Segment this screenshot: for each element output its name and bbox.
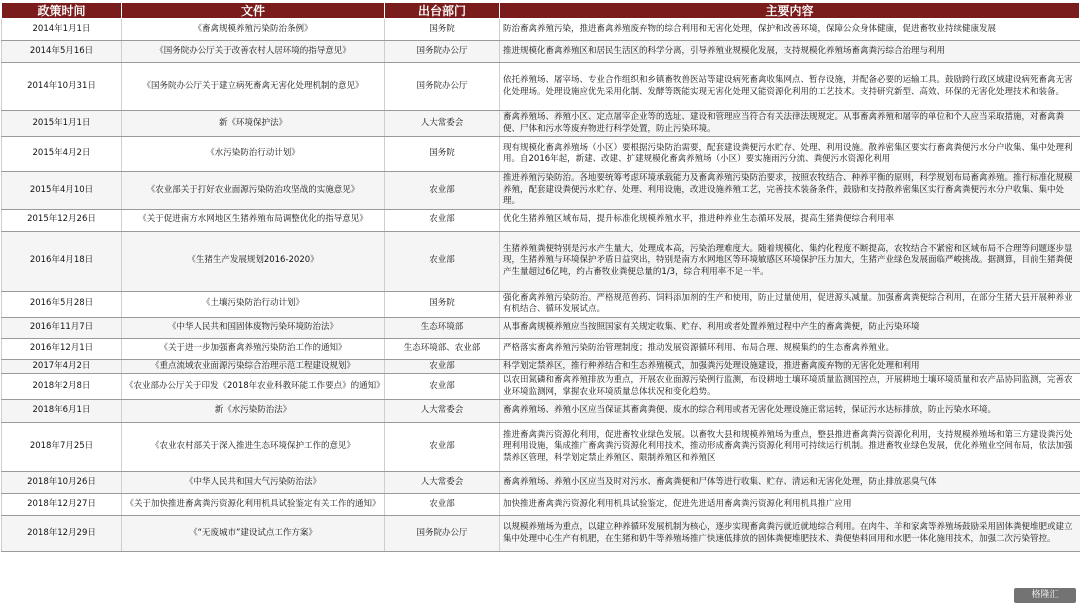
row-file: 《关于促进南方水网地区生猪养殖布局调整优化的指导意见》: [122, 209, 385, 231]
row-date: 2018年12月29日: [2, 516, 122, 552]
row-content: 畜禽养殖场、养殖小区应当及时对污水、畜禽粪便和尸体等进行收集、贮存、清运和无害化处理，防止排放恶臭气体: [500, 472, 1080, 494]
watermark-logo: 格隆汇: [1014, 588, 1076, 603]
row-content: 加快推进畜禽粪污资源化利用机具试验鉴定，促进先进适用畜禽粪污资源化利用机具推广应用: [500, 494, 1080, 516]
row-date: 2018年12月27日: [2, 494, 122, 516]
row-file: 新《水污染防治法》: [122, 400, 385, 423]
row-file: 《农业部关于打好农业面源污染防治攻坚战的实施意见》: [122, 172, 385, 210]
row-dept: 农业部: [385, 494, 500, 516]
header-dept: 出台部门: [385, 3, 500, 19]
table-row: [2, 291, 1080, 317]
row-date: 2018年10月26日: [2, 472, 122, 494]
table-row: [2, 63, 1080, 111]
row-dept: 国务院: [385, 19, 500, 41]
table-row: [2, 111, 1080, 137]
row-dept: 人大常委会: [385, 111, 500, 137]
row-content: 畜禽养殖场、养殖小区应当保证其畜禽粪便、废水的综合利用或者无害化处理设施正常运转，保证污水达标排放，防止污染水环境。: [500, 400, 1080, 423]
row-dept: 国务院办公厅: [385, 41, 500, 63]
row-dept: 农业部: [385, 374, 500, 400]
table-row: [2, 137, 1080, 172]
row-dept: 生态环境部: [385, 317, 500, 338]
row-date: 2016年4月18日: [2, 231, 122, 291]
table-row: [2, 317, 1080, 338]
row-dept: 国务院: [385, 137, 500, 172]
header-date: 政策时间: [2, 3, 122, 19]
table-row: [2, 231, 1080, 291]
row-file: 《关于加快推进畜禽粪污资源化利用机具试验鉴定有关工作的通知》: [122, 494, 385, 516]
table-row: [2, 494, 1080, 516]
row-file: 《国务院办公厅关于改善农村人居环境的指导意见》: [122, 41, 385, 63]
row-date: 2018年7月25日: [2, 423, 122, 472]
row-content: 推进规模化畜禽养殖区和居民生活区的科学分离，引导养殖业规模化发展，支持规模化养殖场畜禽粪污综合治理与利用: [500, 41, 1080, 63]
row-dept: 农业部: [385, 359, 500, 374]
row-dept: 人大常委会: [385, 472, 500, 494]
header-content: 主要内容: [500, 3, 1080, 19]
row-date: 2014年10月31日: [2, 63, 122, 111]
row-dept: 农业部: [385, 423, 500, 472]
row-content: 推进畜禽粪污资源化利用，促进畜牧业绿色发展。以畜牧大县和规模养殖场为重点，整县推进畜禽粪污资源化利用，支持规模养殖场和第三方建设粪污处理利用设施，集成推广畜禽粪污资源化利用技术，推动形成畜禽粪污资源化利用可持续运行机制。推进畜牧业绿色发展，优化养殖业空间布局，依法加强禁养区管理，科学划定禁止养殖区、限制养殖区和养殖区: [500, 423, 1080, 472]
row-file: 《生猪生产发展规划2016-2020》: [122, 231, 385, 291]
row-content: 从事畜禽规模养殖应当按照国家有关规定收集、贮存、利用或者处置养殖过程中产生的畜禽粪便，防止污染环境: [500, 317, 1080, 338]
table-row: [2, 374, 1080, 400]
row-content: 以规模养殖场为重点，以建立种养循环发展机制为核心，逐步实现畜禽粪污就近就地综合利用。在肉牛、羊和家禽等养殖场鼓励采用固体粪便堆肥或建立集中处理中心生产有机肥，在生猪和奶牛等养殖场推广快速低排放的固体粪便堆肥技术、粪便垫料回用和水肥一体化施用技术，加强二次污染管控。: [500, 516, 1080, 552]
row-dept: 农业部: [385, 231, 500, 291]
table-row: [2, 338, 1080, 359]
row-content: 依托养殖场、屠宰场、专业合作组织和乡镇畜牧兽医站等建设病死畜禽收集网点、暂存设施，并配备必要的运输工具。鼓励跨行政区域建设病死畜禽无害化处理场。处理设施应优先采用化制、发酵等既能实现无害化处理又能资源化利用的工艺技术。支持研究新型、高效、环保的无害化处理技术和装备。: [500, 63, 1080, 111]
table-row: [2, 209, 1080, 231]
row-dept: 国务院办公厅: [385, 63, 500, 111]
row-date: 2015年4月10日: [2, 172, 122, 210]
row-content: 科学划定禁养区，推行种养结合和生态养殖模式，加强粪污处理设施建设，推进畜禽废弃物的无害化处理和利用: [500, 359, 1080, 374]
row-content: 优化生猪养殖区域布局，提升标准化规模养殖水平，推进种养业生态循环发展，提高生猪粪便综合利用率: [500, 209, 1080, 231]
row-file: 《中华人民共和国大气污染防治法》: [122, 472, 385, 494]
row-file: 《农业农村部关于深入推进生态环境保护工作的意见》: [122, 423, 385, 472]
row-content: 生猪养殖粪便特别是污水产生量大，处理成本高，污染治理难度大。随着规模化、集约化程度不断提高，农牧结合不紧密和区域布局不合理等问题逐步显现，生猪养殖与环境保护矛盾日益突出，特别是南方水网地区等环境敏感区环境保护压力加大，生猪产业绿色发展面临严峻挑战。据测算，目前生猪粪便产生量超过6亿吨，约占畜牧业粪便总量的1/3，综合利用率不足一半。: [500, 231, 1080, 291]
row-content: 现有规模化畜禽养殖场（小区）要根据污染防治需要，配套建设粪便污水贮存、处理、利用设施。散养密集区要实行畜禽粪便污水分户收集、集中处理利用。自2016年起，新建、改建、扩建规模化畜禽养殖场（小区）要实施雨污分流、粪便污水资源化利用: [500, 137, 1080, 172]
row-content: 防治畜禽养殖污染，推进畜禽养殖废弃物的综合利用和无害化处理，保护和改善环境，保障公众身体健康，促进畜牧业持续健康发展: [500, 19, 1080, 41]
table-row: [2, 516, 1080, 552]
row-date: 2015年12月26日: [2, 209, 122, 231]
row-dept: 生态环境部、农业部: [385, 338, 500, 359]
row-content: 畜禽养殖场、养殖小区、定点屠宰企业等的选址、建设和管理应当符合有关法律法规规定。从事畜禽养殖和屠宰的单位和个人应当采取措施，对畜禽粪便、尸体和污水等废弃物进行科学处置，防止污染环境。: [500, 111, 1080, 137]
table-row: [2, 359, 1080, 374]
row-file: 新《环境保护法》: [122, 111, 385, 137]
row-content: 严格落实畜禽养殖污染防治管理制度；推动发展资源循环利用、布局合理、规模集约的生态畜禽养殖业。: [500, 338, 1080, 359]
row-file: 《“无废城市”建设试点工作方案》: [122, 516, 385, 552]
row-date: 2014年1月1日: [2, 19, 122, 41]
row-date: 2016年11月7日: [2, 317, 122, 338]
row-dept: 国务院办公厅: [385, 516, 500, 552]
table-row: [2, 400, 1080, 423]
row-dept: 农业部: [385, 172, 500, 210]
row-dept: 农业部: [385, 209, 500, 231]
row-file: 《关于进一步加强畜禽养殖污染防治工作的通知》: [122, 338, 385, 359]
table-row: [2, 41, 1080, 63]
row-file: 《中华人民共和国固体废物污染环境防治法》: [122, 317, 385, 338]
row-content: 强化畜禽养殖污染防治。严格规范兽药、饲料添加剂的生产和使用，防止过量使用，促进源头减量。加强畜禽粪便综合利用，在部分生猪大县开展种养业有机结合、循环发展试点。: [500, 291, 1080, 317]
row-file: 《畜禽规模养殖污染防治条例》: [122, 19, 385, 41]
row-date: 2018年6月1日: [2, 400, 122, 423]
table-row: [2, 472, 1080, 494]
table-row: [2, 19, 1080, 41]
row-date: 2017年4月2日: [2, 359, 122, 374]
row-date: 2015年1月1日: [2, 111, 122, 137]
header-file: 文件: [122, 3, 385, 19]
row-date: 2015年4月2日: [2, 137, 122, 172]
row-date: 2016年5月28日: [2, 291, 122, 317]
row-content: 推进养殖污染防治。各地要统筹考虑环境承载能力及畜禽养殖污染防治要求，按照农牧结合、种养平衡的原则，科学规划布局畜禽养殖。推行标准化规模养殖，配套建设粪便污水贮存、处理、利用设施，改进设施养殖工艺，完善技术装备条件，鼓励和支持散养密集区实行畜禽粪便污水分户收集、集中处理。: [500, 172, 1080, 210]
row-date: 2016年12月1日: [2, 338, 122, 359]
row-content: 以农田氮磷和畜禽养殖排放为重点，开展农业面源污染例行监测，布设耕地土壤环境质量监测国控点，开展耕地土壤环境质量和农产品协同监测，完善农业环境监测网，掌握农业环境质量总体状况和变化趋势。: [500, 374, 1080, 400]
table-header-row: [2, 3, 1080, 19]
row-file: 《水污染防治行动计划》: [122, 137, 385, 172]
row-date: 2014年5月16日: [2, 41, 122, 63]
row-file: 《土壤污染防治行动计划》: [122, 291, 385, 317]
table-row: [2, 423, 1080, 472]
row-date: 2018年2月8日: [2, 374, 122, 400]
row-file: 《农业部办公厅关于印发《2018年农业科教环能工作要点》的通知》: [122, 374, 385, 400]
row-dept: 国务院: [385, 291, 500, 317]
table-row: [2, 172, 1080, 210]
row-file: 《重点流域农业面源污染综合治理示范工程建设规划》: [122, 359, 385, 374]
policy-table: [1, 2, 1080, 552]
row-file: 《国务院办公厅关于建立病死畜禽无害化处理机制的意见》: [122, 63, 385, 111]
row-dept: 人大常委会: [385, 400, 500, 423]
